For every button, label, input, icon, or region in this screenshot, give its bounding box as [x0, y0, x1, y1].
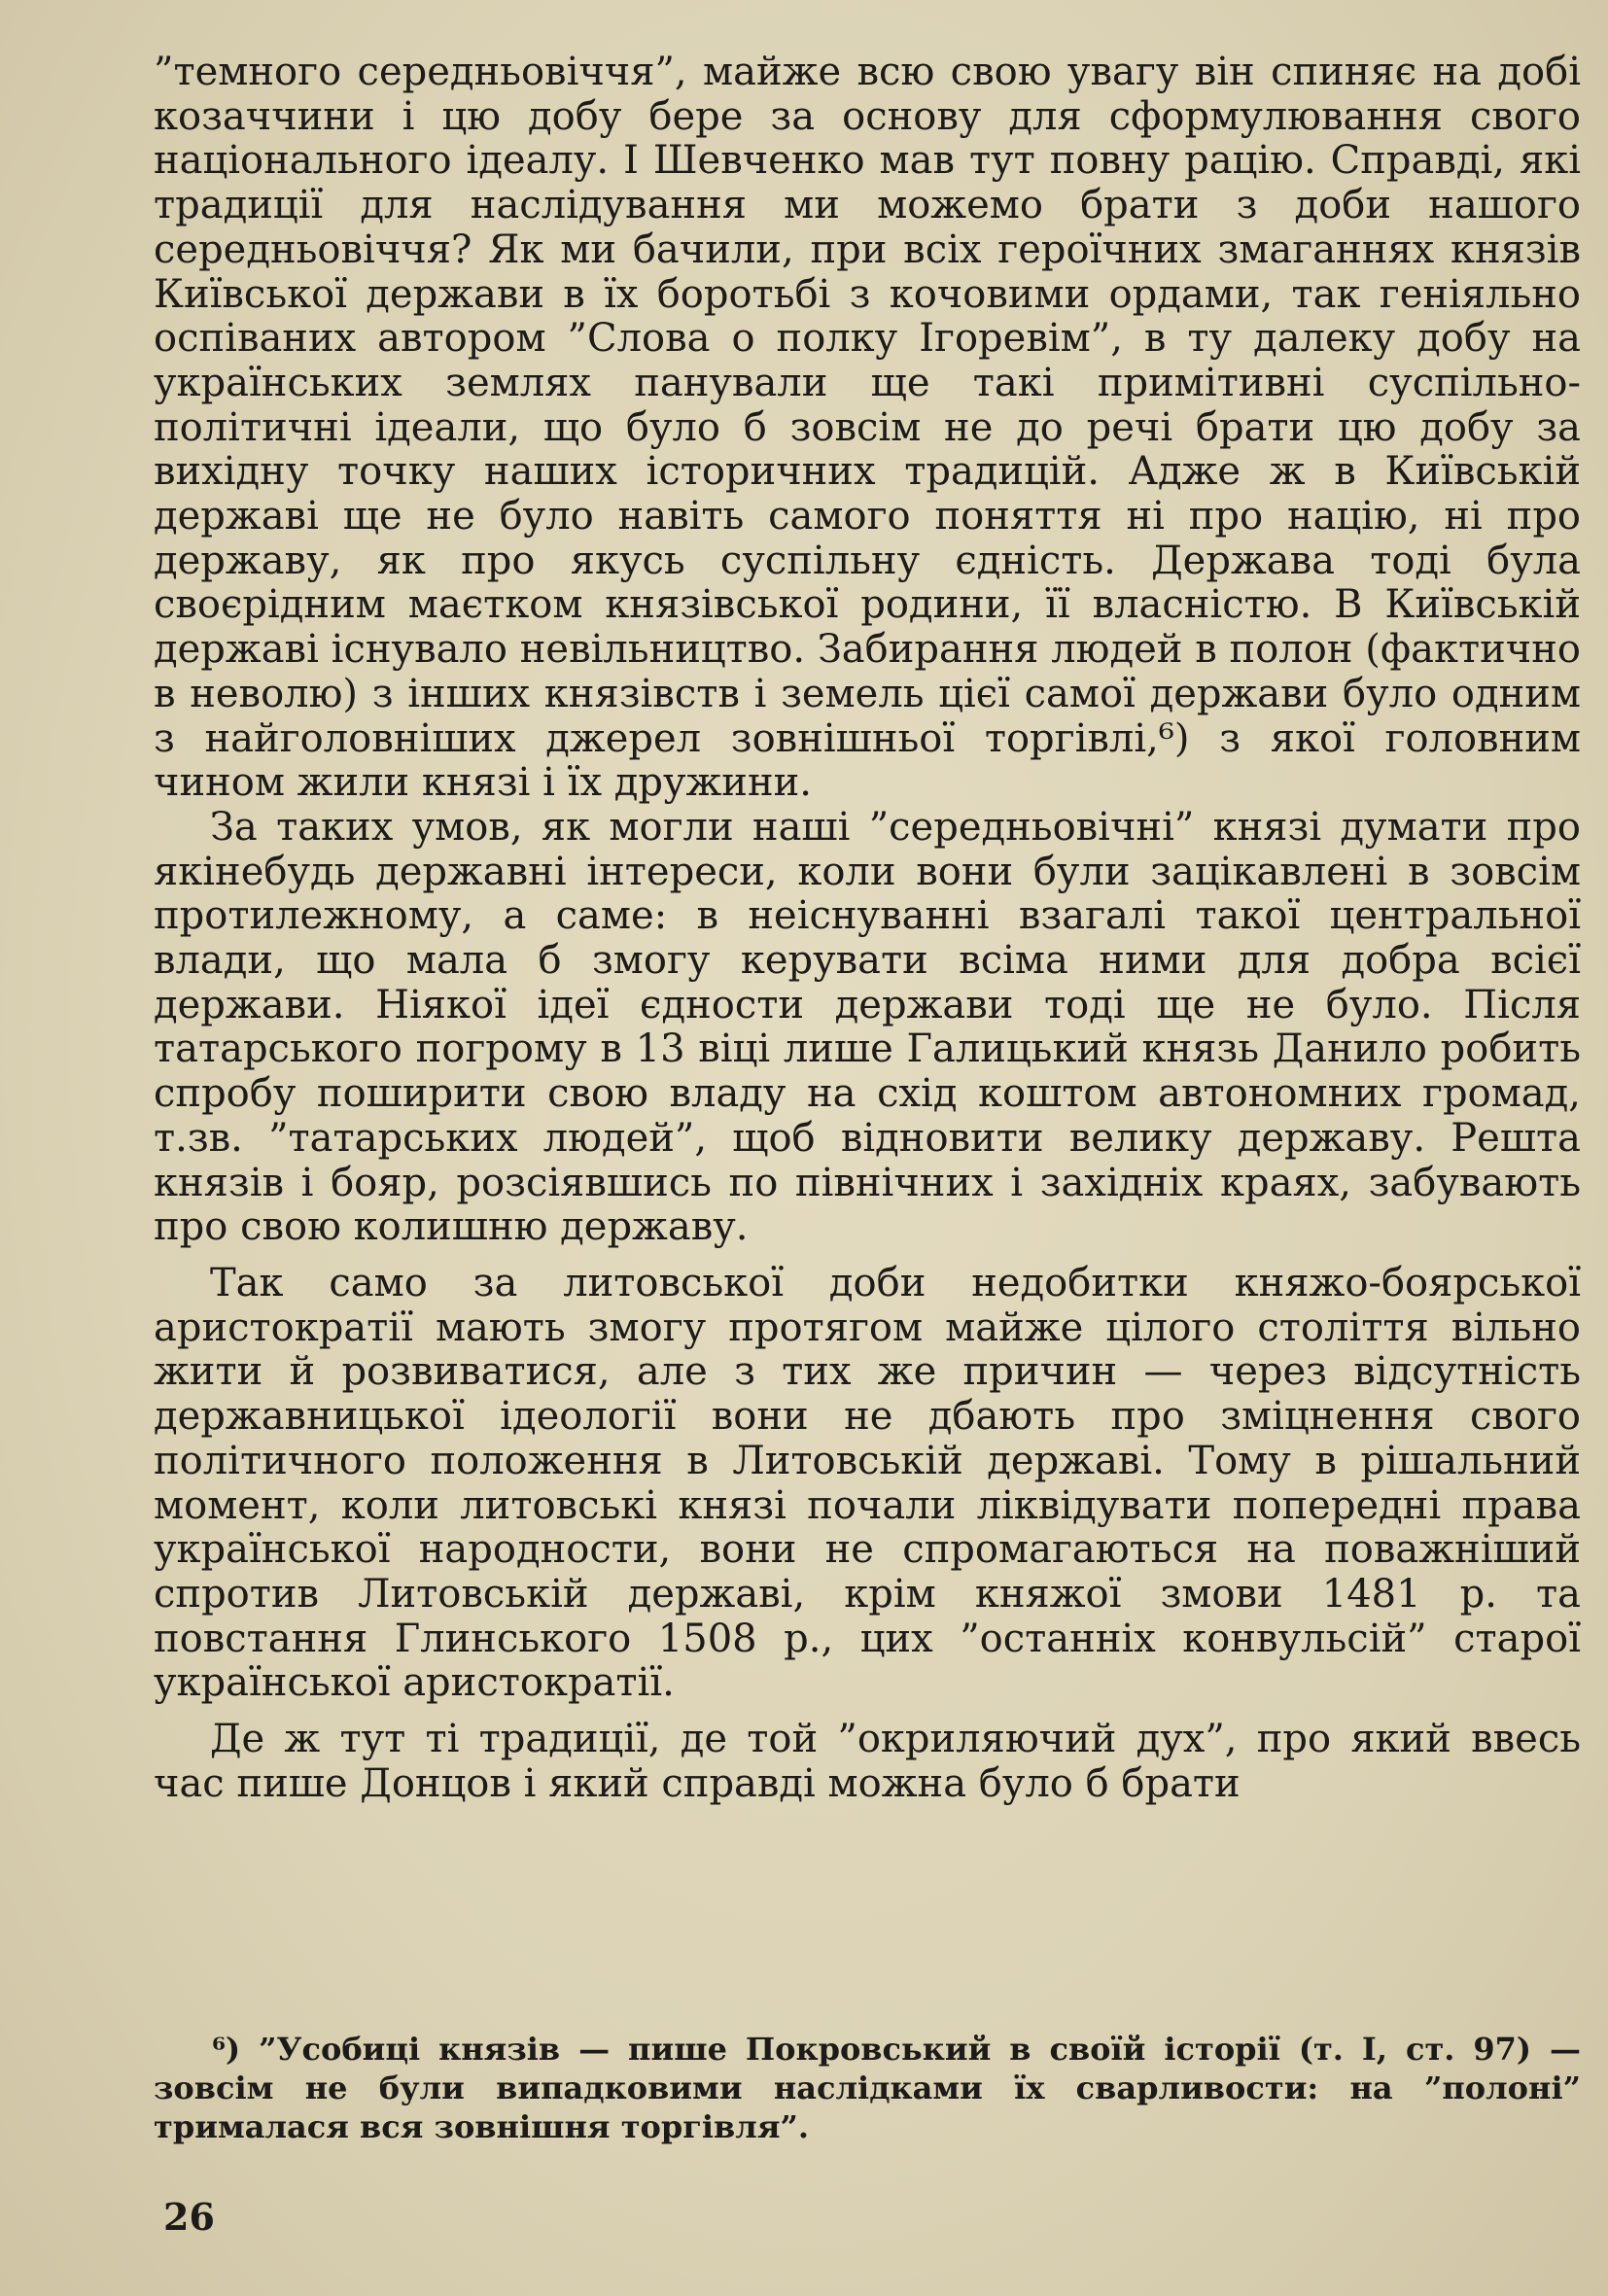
main-text: [154, 51, 1581, 1806]
paragraph-4: Де ж тут ті традиції, де той ”окриляючий дух”, про який ввесь час пише Донцов і який справді можна було б брати: [154, 1717, 1581, 1806]
paragraph-3: Так само за литовської доби недобитки княжо-боярської аристократії мають змогу протягом майже цілого століття вільно жити й розвиватися, але з тих же причин — через відсутність державницької ідеології вони не дбають про зміцнення свого політичного положення в Литовській державі. Тому в рішальний момент, коли литовські князі почали ліквідувати попередні права української народности, вони не спромагаються на поважніший спротив Литовській державі, крім княжої змови 1481 р. та повстання Глинського 1508 р., цих ”останніх конвульсій” старої української аристократії.: [154, 1260, 1581, 1706]
paragraph-2: За таких умов, як могли наші ”середньовічні” князі думати про якінебудь державні інтереси, коли вони були зацікавлені в зовсім протилежному, а саме: в неіснуванні взагалі такої центральної влади, що мала б змогу керувати всіма ними для добра всієї держави. Ніякої ідеї єдности держави тоді ще не було. Після татарського погрому в 13 віці лише Галицький князь Данило робить спробу поширити свою владу на схід коштом автономних громад, т.зв. ”татарських людей”, щоб відновити велику державу. Решта князів і бояр, розсіявшись по північних і західніх краях, забувають про свою колишню державу.: [154, 804, 1581, 1250]
page-number: 26: [163, 2195, 215, 2239]
footnotes: [154, 2030, 1581, 2146]
footnote-6: ⁶) ”Усобиці князів — пише Покровський в своїй історії (т. I, ст. 97) — зовсім не були випадковими наслідками їх сварливости: на ”полоні” трималася вся зовнішня торгівля”.: [154, 2031, 1581, 2145]
paragraph-1: ”темного середньовіччя”, майже всю свою увагу він спиняє на добі козаччини і цю добу бере за основу для сформулювання свого національного ідеалу. І Шевченко мав тут повну рацію. Справді, які традиції для наслідування ми можемо брати з доби нашого середньовіччя? Як ми бачили, при всіх героїчних змаганнях князів Київської держави в їх боротьбі з кочовими ордами, так геніяльно оспіваних автором ”Слова о полку Ігоревім”, в ту далеку добу на українських землях панували ще такі примітивні суспільно-політичні ідеали, що було б зовсім не до речі брати цю добу за вихідну точку наших історичних традицій. Адже ж в Київській державі ще не було навіть самого поняття ні про націю, ні про державу, як про якусь суспільну єдність. Держава тоді була своєрідним маєтком князівської родини, її власністю. В Київській державі існувало невільництво. Забирання людей в полон (фактично в неволю) з інших князівств і земель цієї самої держави було одним з найголовніших джерел зовнішньої торгівлі,⁶) з якої головним чином жили князі і їх дружини.: [154, 50, 1581, 806]
